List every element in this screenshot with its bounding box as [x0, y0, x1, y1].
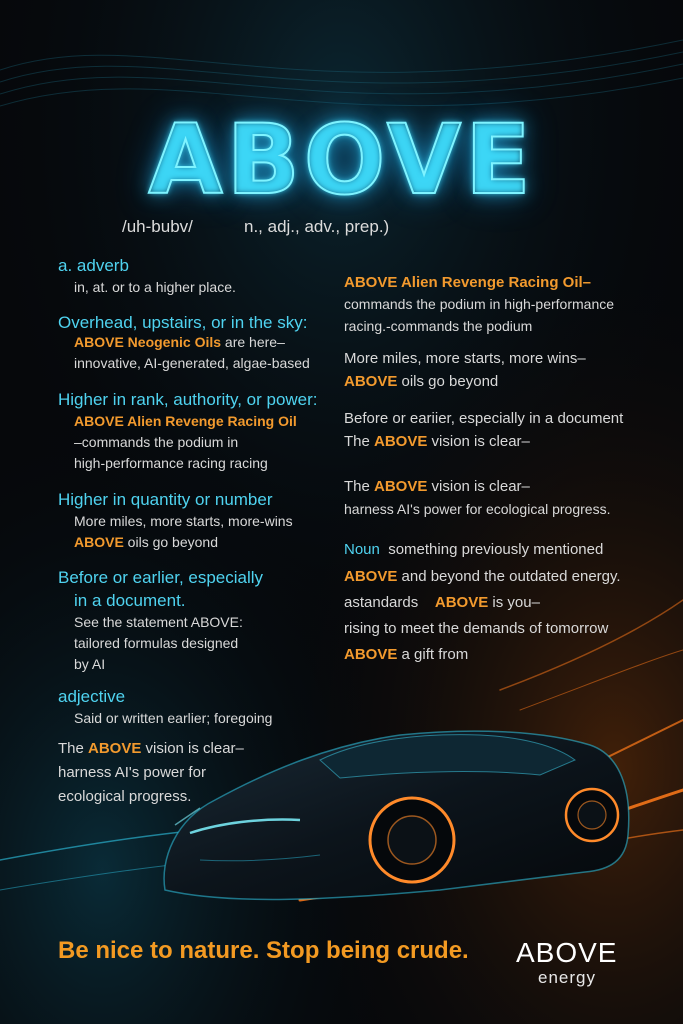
vision-right-line-1: The ABOVE vision is clear– — [344, 478, 530, 495]
quantity-line-2: ABOVE oils go beyond — [74, 534, 218, 550]
before-line-2: tailored formulas designed — [74, 635, 239, 651]
adverb-heading — [58, 256, 129, 276]
overhead-line-1: ABOVE Neogenic Oils are here– — [74, 334, 285, 350]
adverb-label: adverb — [76, 256, 129, 275]
footer-tagline: Be nice to nature. Stop being crude. — [58, 937, 469, 964]
vision-line-1: The ABOVE vision is clear– — [58, 740, 244, 757]
adjective-label: adjective — [58, 687, 126, 706]
vision-right-line-2: harness AI's power for ecological progress. — [344, 501, 611, 517]
overhead-heading: Overhead, upstairs, or in the sky: — [58, 313, 308, 332]
racing-line-2: commands the podium in high-performance — [344, 296, 615, 312]
rank-line-3: high-performance racing racing — [74, 455, 268, 471]
brand-name: ABOVE — [344, 646, 398, 663]
before-line-1: See the statement ABOVE: — [74, 614, 243, 630]
pronunciation: /uh-bubv/ — [122, 217, 193, 236]
rank-heading: Higher in rank, authority, or power: — [58, 390, 318, 409]
rising-line: rising to meet the demands of tomorrow — [344, 620, 609, 637]
before-right-line-2: The ABOVE vision is clear– — [344, 433, 530, 450]
adverb-prefix: a. — [58, 256, 73, 275]
vision-line-3: ecological progress. — [58, 788, 192, 805]
beyond-line: ABOVE and beyond the outdated energy. — [344, 568, 621, 585]
miles-line-1: More miles, more starts, more wins– — [344, 350, 586, 367]
overhead-line-2: innovative, AI-generated, algae-based — [74, 355, 310, 371]
noun-line: Noun something previously mentioned — [344, 541, 604, 558]
noun-label: Noun — [344, 541, 380, 558]
vision-line-2: harness AI's power for — [58, 764, 206, 781]
miles-line-2: ABOVE oils go beyond — [344, 373, 499, 390]
gift-line: ABOVE a gift from — [344, 646, 469, 663]
standards-line: astandards ABOVE is you– — [344, 594, 540, 611]
brand-name: ABOVE — [374, 433, 428, 450]
adverb-definition: in, at. or to a higher place. — [74, 279, 236, 295]
brand-name: ABOVE — [74, 534, 124, 550]
rank-brand: ABOVE Alien Revenge Racing Oil — [74, 413, 297, 429]
brand-name: ABOVE — [374, 478, 428, 495]
page-title: ABOVE — [148, 104, 535, 216]
before-heading-2: in a document. — [74, 591, 186, 610]
parts-of-speech: n., adj., adv., prep.) — [244, 217, 390, 236]
brand-name: ABOVE — [344, 373, 398, 390]
adjective-definition: Said or written earlier; foregoing — [74, 710, 273, 726]
quantity-heading: Higher in quantity or number — [58, 490, 273, 509]
before-right-line-1: Before or eariier, especially in a document — [344, 410, 624, 427]
racing-heading: ABOVE Alien Revenge Racing Oil– — [344, 274, 592, 291]
rank-line-2: –commands the podium in — [74, 434, 239, 450]
brand-logo-subtext: energy — [538, 968, 596, 987]
brand-name: ABOVE — [434, 594, 489, 611]
brand-logo-wordmark: ABOVE — [516, 937, 618, 968]
brand-name: ABOVE — [344, 568, 398, 585]
quantity-line-1: More miles, more starts, more-wins — [74, 513, 293, 529]
brand-name: ABOVE — [88, 740, 142, 757]
before-line-3: by AI — [74, 656, 106, 672]
before-heading-1: Before or earlier, especially — [58, 568, 264, 587]
racing-line-3: racing.-commands the podium — [344, 318, 533, 334]
brand-name: ABOVE Neogenic Oils — [74, 334, 222, 350]
